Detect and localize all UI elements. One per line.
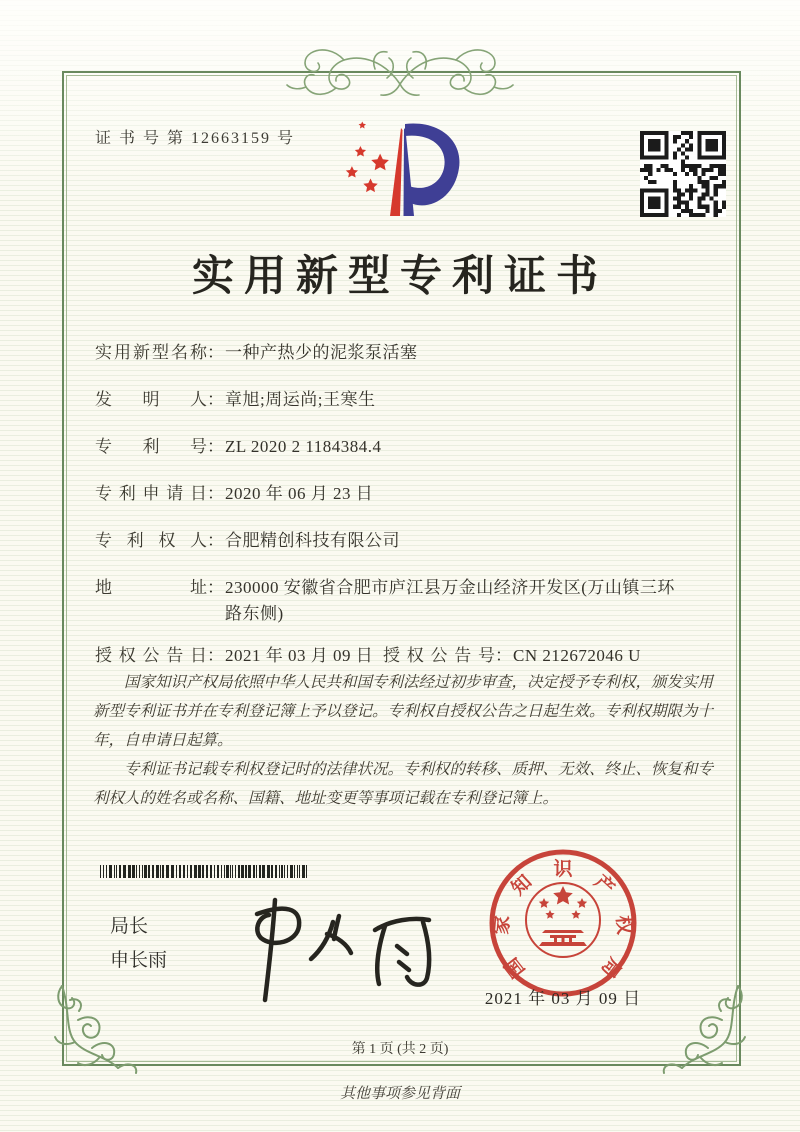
field-label: 专利权人 — [95, 531, 207, 550]
certificate-number: 证 书 号 第 12663159 号 — [95, 130, 296, 147]
field-grant-row — [95, 643, 715, 668]
field-value: 一种产热少的泥浆泵活塞 — [225, 343, 418, 362]
seal-date: 2021 年 03 月 09 日 — [484, 989, 642, 1008]
field-label: 专利号 — [95, 437, 207, 456]
field-label: 实用新型名称 — [95, 343, 207, 362]
field-patent-number — [95, 434, 715, 459]
legal-paragraph-1: 国家知识产权局依照中华人民共和国专利法经过初步审查，决定授予专利权，颁发实用新型专利证书并在专利登记簿上予以登记。专利权自授权公告之日起生效。专利权期限为十年，自申请日起算。 — [93, 673, 714, 749]
field-value: 2021 年 03 月 09 日 — [225, 646, 374, 665]
back-note: 其他事项参见背面 — [339, 1084, 460, 1102]
cnipa-logo-icon — [337, 116, 472, 224]
legal-paragraph-2: 专利证书记载专利权登记时的法律状况。专利权的转移、质押、无效、终止、恢复和专利权人的姓名或名称、国籍、地址变更等事项记载在专利登记簿上。 — [93, 760, 714, 807]
signer-block — [110, 910, 167, 978]
label-colon: ： — [207, 390, 224, 409]
label-colon: ： — [207, 484, 224, 503]
svg-text:产: 产 — [589, 871, 619, 900]
field-label: 授权公告日 — [95, 646, 207, 665]
field-value: ZL 2020 2 1184384.4 — [225, 437, 382, 456]
field-label: 授权公告号 — [383, 646, 495, 665]
field-list — [95, 340, 715, 690]
svg-text:局: 局 — [596, 953, 625, 982]
field-value: CN 212672046 U — [513, 646, 641, 665]
svg-text:家: 家 — [491, 914, 514, 936]
field-label: 地址 — [95, 578, 207, 597]
label-colon: ： — [207, 646, 224, 665]
signature-autograph — [215, 882, 450, 1007]
field-value: 章旭;周运尚;王寒生 — [225, 390, 376, 409]
field-value: 合肥精创科技有限公司 — [225, 531, 400, 550]
national-emblem-icon — [526, 883, 600, 957]
label-colon: ： — [207, 343, 224, 362]
field-filing-date — [95, 481, 715, 506]
certificate-title: 实用新型专利证书 — [191, 254, 608, 300]
field-utility-model-name — [95, 340, 715, 365]
field-value: 230000 安徽省合肥市庐江县万金山经济开发区(万山镇三环路东侧) — [225, 578, 675, 623]
field-grant-date — [95, 646, 373, 665]
label-colon: ： — [207, 437, 224, 456]
field-patentee — [95, 528, 715, 553]
signer-name: 申长雨 — [110, 950, 168, 971]
svg-text:知: 知 — [507, 871, 537, 900]
field-label: 专利申请日 — [95, 484, 207, 503]
legal-statement — [93, 668, 715, 813]
field-grant-number — [383, 643, 641, 668]
label-colon: ： — [495, 646, 512, 665]
field-value: 2020 年 06 月 23 日 — [225, 484, 374, 503]
svg-text:识: 识 — [553, 859, 573, 880]
label-colon: ： — [207, 578, 224, 597]
barcode — [100, 865, 312, 878]
svg-text:国: 国 — [501, 953, 530, 982]
signer-title: 局长 — [110, 916, 149, 937]
field-inventors — [95, 387, 715, 412]
svg-text:权: 权 — [612, 914, 635, 936]
label-colon: ： — [207, 531, 224, 550]
official-seal — [488, 848, 638, 998]
qr-code — [640, 131, 726, 217]
field-address — [95, 575, 715, 627]
field-label: 发明人 — [95, 390, 207, 409]
page-indicator: 第 1 页 (共 2 页) — [351, 1042, 449, 1057]
